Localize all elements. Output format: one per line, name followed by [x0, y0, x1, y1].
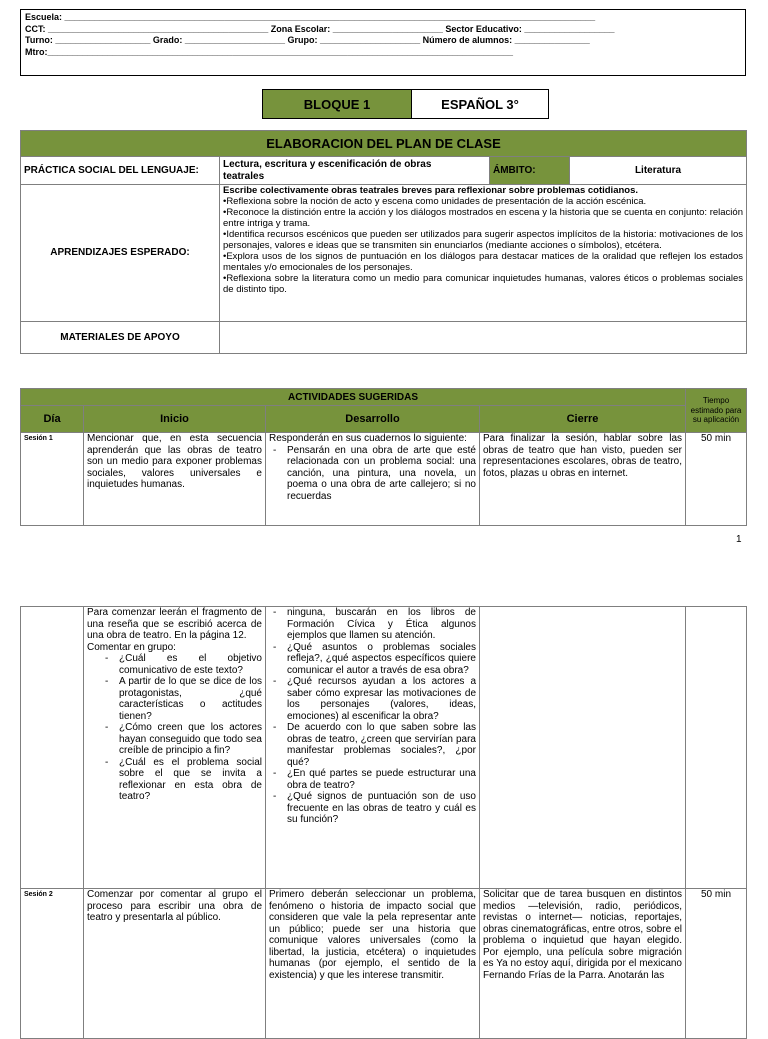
- cont-desarrollo: [266, 607, 480, 889]
- subject-label: ESPAÑOL 3°: [412, 90, 549, 119]
- materiales-value: [220, 322, 747, 354]
- sesion1-cierre: Para finalizar la sesión, hablar sobre las obras de teatro que han visto, pueden ser representaciones escolares, obras de teatro, fotos, plazas u obras en internet.: [480, 433, 686, 526]
- sesion2-dia: Sesión 2: [21, 889, 84, 1039]
- col-cierre: Cierre: [480, 406, 686, 433]
- aprendizajes-label: APRENDIZAJES ESPERADO:: [21, 185, 220, 322]
- sesion1-tiempo: 50 min: [686, 433, 747, 526]
- practica-label: PRÁCTICA SOCIAL DEL LENGUAJE:: [21, 157, 220, 185]
- aprendizaje-item: •Reconoce la distinción entre la acción y los diálogos mostrados en escena y la historia que se cuenta en conjunto: relación entre intriga y trama.: [223, 207, 743, 229]
- bloque-label: BLOQUE 1: [263, 90, 412, 119]
- sesion2-tiempo: 50 min: [686, 889, 747, 1039]
- cont-cierre: [480, 607, 686, 889]
- list-item: - A partir de lo que se dice de los protagonistas, ¿qué características o actitudes tienen?: [119, 676, 262, 722]
- list-item: - ¿Qué recursos ayudan a los actores a saber cómo expresar las motivaciones de los personajes (valores, ideas, emociones) al escenificar la obra?: [287, 676, 476, 722]
- mtro-line: Mtro:_____________________________________________________________________________________________: [25, 46, 513, 57]
- list-item: - ¿En qué partes se puede estructurar una obra de teatro?: [287, 768, 476, 791]
- tiempo-header: Tiempo estimado para su aplicación: [686, 389, 747, 433]
- list-item-cont: - ninguna, buscarán en los libros de Formación Cívica y Ética algunos ejemplos que llamen su atención.: [287, 607, 476, 642]
- aprendizaje-item: •Explora usos de los signos de puntuación en los diálogos para destacar matices de la oralidad que reflejen los estados mentales y/o emocionales de los personajes.: [223, 251, 743, 273]
- escuela-line: Escuela: __________________________________________________________________________________________________________: [25, 12, 596, 22]
- actividades-continuation-table: [20, 606, 747, 1039]
- list-item: - ¿Cuál es el objetivo comunicativo de este texto?: [119, 653, 262, 676]
- turno-line: Turno: ___________________ Grado: ____________________ Grupo: ____________________ Número de alumnos: _______________: [25, 35, 590, 45]
- sesion2-desarrollo: Primero deberán seleccionar un problema, fenómeno o historia de impacto social que consideren que vale la pela representar ante un público; puede ser una historia que comunique valores universales (como la libertad, la justicia, etcétera) o inquietudes humanas (por ejemplo, el sentido de la existencia) y que les interese transmitir.: [266, 889, 480, 1039]
- plan-title: ELABORACION DEL PLAN DE CLASE: [21, 131, 747, 157]
- sesion1-dia: Sesión 1: [21, 433, 84, 526]
- sesion1-desarrollo-intro: Responderán en sus cuadernos lo siguiente:: [269, 433, 467, 444]
- aprendizaje-item: •Reflexiona sobre la noción de acto y escena como unidades de presentación de la acción escénica.: [223, 196, 647, 207]
- ambito-label: ÁMBITO:: [490, 157, 570, 185]
- sesion1-desarrollo: [266, 433, 480, 526]
- cont-inicio: [84, 607, 266, 889]
- school-info-box: [20, 9, 746, 76]
- sesion1-desarrollo-list: [269, 445, 476, 503]
- plan-table: [20, 130, 747, 354]
- col-desarrollo: Desarrollo: [266, 406, 480, 433]
- cont-desarrollo-list-a: [269, 607, 476, 676]
- list-item: - ¿Cómo creen que los actores hayan conseguido que todo sea creíble de principio a fin?: [119, 722, 262, 757]
- list-item: - ¿Qué signos de puntuación son de uso frecuente en las obras de teatro y cuál es su función?: [287, 791, 476, 826]
- col-inicio: Inicio: [84, 406, 266, 433]
- cont-dia: [21, 607, 84, 889]
- materiales-label: MATERIALES DE APOYO: [21, 322, 220, 354]
- cont-inicio-p2: Comentar en grupo:: [87, 641, 176, 653]
- actividades-table: [20, 388, 747, 526]
- list-item: - Pensarán en una obra de arte que esté relacionada con un problema social: una canción, una pintura, una novela, un poema o una obra de arte callejero; si no recuerdas: [287, 445, 476, 503]
- sesion1-inicio: Mencionar que, en esta secuencia aprenderán que las obras de teatro son un medio para exponer problemas sociales, valores universales e inquietudes humanas.: [84, 433, 266, 526]
- aprendizajes-title: Escribe colectivamente obras teatrales breves para reflexionar sobre problemas cotidianos.: [223, 185, 639, 196]
- aprendizaje-item: •Reflexiona sobre la literatura como un medio para comunicar inquietudes humanas, valores éticos o problemas sociales de distinto tipo.: [223, 273, 743, 295]
- aprendizaje-item: •Identifica recursos escénicos que pueden ser utilizados para sugerir aspectos implícitos de la historia: motivaciones de los personajes, valores e ideas que se transmiten sin enunciarlos (mediante acciones o símbolos), etcétera.: [223, 229, 743, 251]
- cct-line: CCT: ____________________________________________ Zona Escolar: ______________________ Sector Educativo: __________________: [25, 23, 615, 34]
- cont-inicio-list: [87, 653, 262, 803]
- list-item: - ¿Cuál es el problema social sobre el que se invita a reflexionar en esta obra de teatro?: [119, 757, 262, 803]
- page-number: 1: [736, 534, 742, 545]
- sesion2-cierre: Solicitar que de tarea busquen en distintos medios —televisión, radio, periódicos, revistas o internet— noticias, reportajes, obras cinematográficas, entre otros, sobre el problema o inquietud que hayan elegido. Por ejemplo, una película sobre migración es Ya no estoy aquí, dirigida por el mexicano Fernando Frías de la Parra. Anotarán las: [480, 889, 686, 1039]
- practica-value: Lectura, escritura y escenificación de obras teatrales: [220, 157, 490, 185]
- cont-desarrollo-list-b: [269, 676, 476, 826]
- cont-inicio-p1: Para comenzar leerán el fragmento de una reseña que se escribió acerca de una obra de teatro. En la página 12.: [87, 607, 262, 641]
- list-item: - De acuerdo con lo que saben sobre las obras de teatro, ¿creen que servirían para manifestar problemas sociales?, ¿por qué?: [287, 722, 476, 768]
- bloque-table: [262, 89, 549, 119]
- col-dia: Día: [21, 406, 84, 433]
- actividades-title: ACTIVIDADES SUGERIDAS: [21, 389, 686, 406]
- aprendizajes-cell: [220, 185, 747, 322]
- sesion2-inicio: Comenzar por comentar al grupo el proceso para escribir una obra de teatro y presentarla al público.: [84, 889, 266, 1039]
- ambito-value: Literatura: [570, 157, 747, 185]
- list-item-cont: - ¿Qué asuntos o problemas sociales refleja?, ¿qué aspectos específicos quiere comunicar el autor a través de esa obra?: [287, 642, 476, 677]
- cont-tiempo: [686, 607, 747, 889]
